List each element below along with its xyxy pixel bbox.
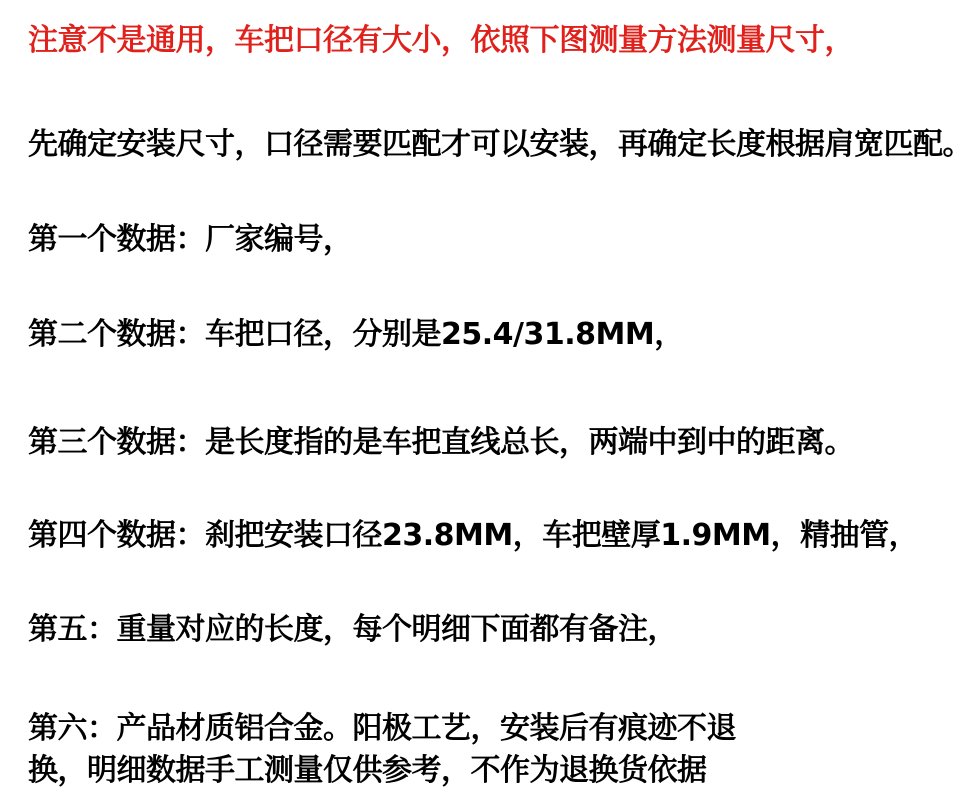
instruction-line-data-1: 第一个数据：厂家编号， — [28, 222, 353, 257]
instruction-line-data-4: 第四个数据：刹把安装口径23.8MM，车把壁厚1.9MM，精抽管， — [28, 518, 919, 553]
instruction-line-data-5: 第五：重量对应的长度，每个明细下面都有备注， — [28, 612, 677, 647]
instruction-line-install-size: 先确定安装尺寸，口径需要匹配才可以安装，再确定长度根据肩宽匹配。 — [28, 127, 972, 162]
warning-notice: 注意不是通用，车把口径有大小，依照下图测量方法测量尺寸， — [28, 23, 854, 58]
instruction-line-data-6: 第六：产品材质铝合金。阳极工艺，安装后有痕迹不退换，明细数据手工测量仅供参考，不作为退换货依据 — [28, 711, 736, 788]
instruction-line-data-2: 第二个数据：车把口径，分别是25.4/31.8MM， — [28, 317, 684, 352]
instruction-line-data-3: 第三个数据：是长度指的是车把直线总长，两端中到中的距离。 — [28, 425, 854, 460]
